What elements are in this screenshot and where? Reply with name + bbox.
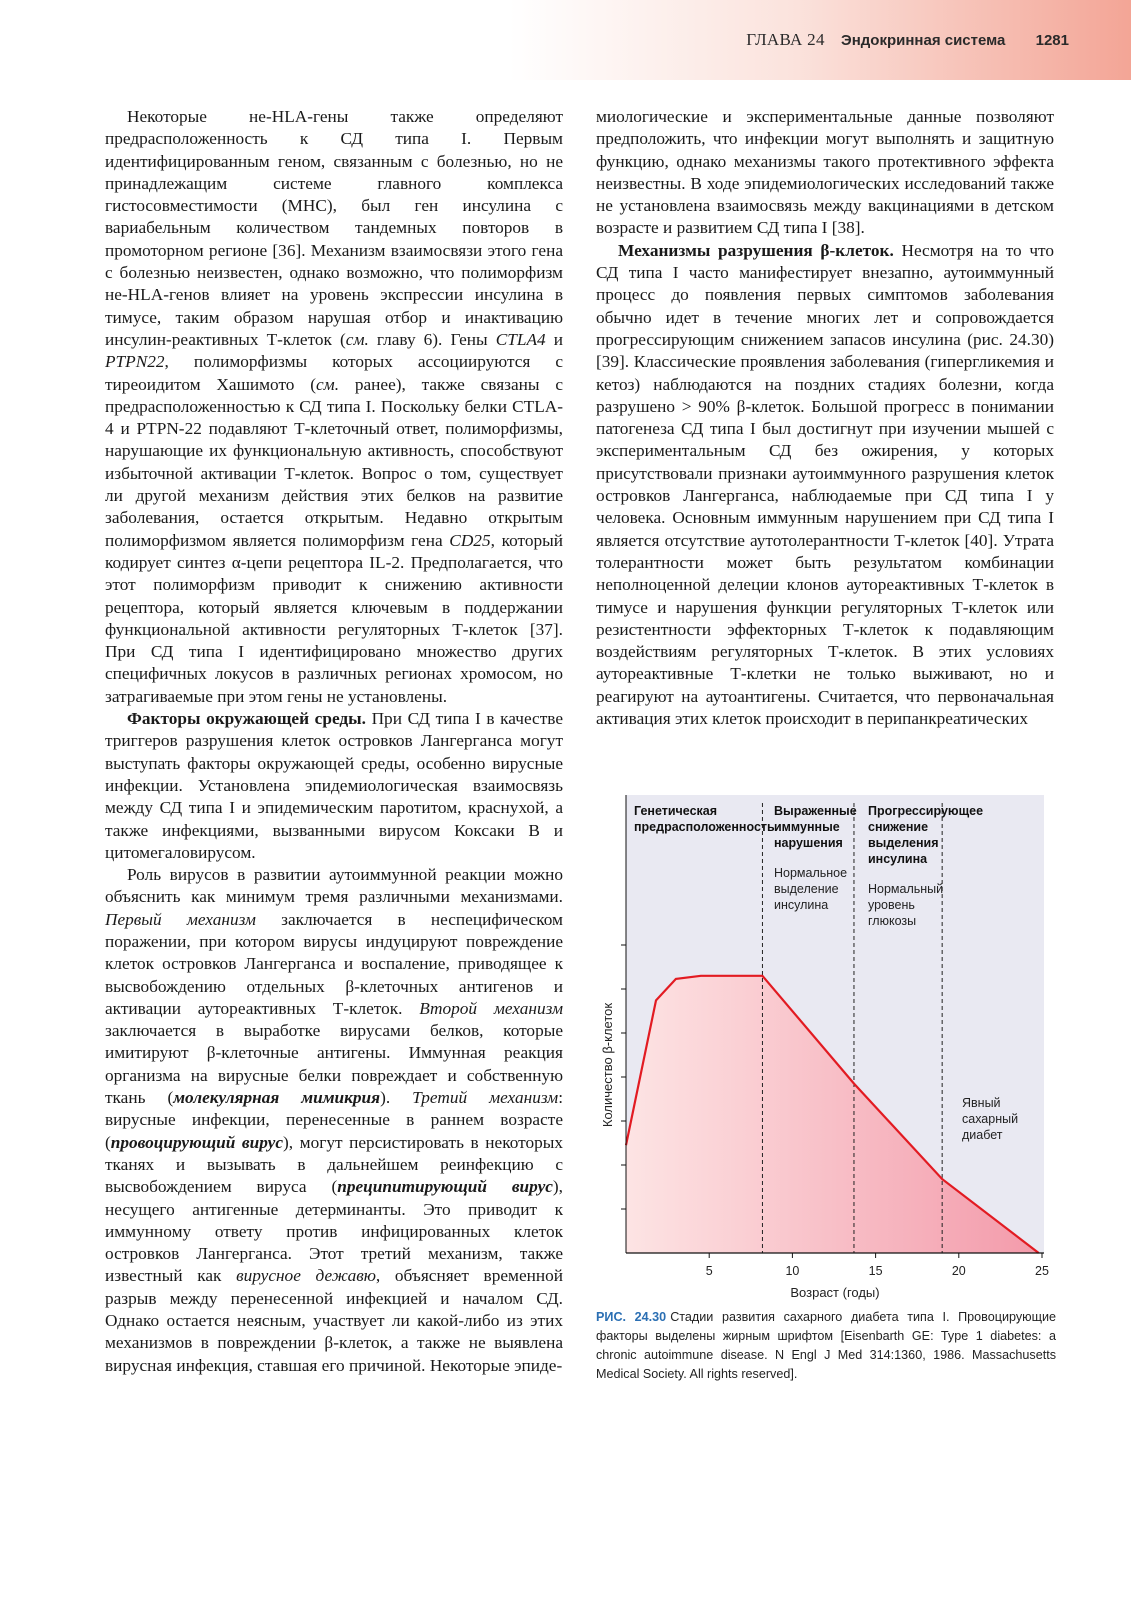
x-tick-label: 10 [785,1264,800,1278]
left-column [105,106,563,1377]
stage-title: снижение [868,820,929,834]
x-tick-label: 5 [705,1264,713,1278]
stage-note: Нормальный [868,882,944,896]
chapter-label: ГЛАВА 24 [746,30,825,49]
figure-caption [596,1308,1056,1384]
stage-title: Генетическая [634,804,718,818]
stage-title: выделения [868,836,939,850]
stage-note: уровень [868,898,915,912]
stage-note: инсулина [774,898,829,912]
overt-diabetes-label: Явный [962,1096,1001,1110]
x-tick-label: 25 [1035,1264,1049,1278]
paragraph: Роль вирусов в развитии аутоиммунной реакции можно объяснить как минимум тремя различными механизмами. Первый механизм заключается в неспецифическом поражении, при котором вирусы индуцируют повреждение клеток островков Лангерганса и воспаление, приводящее к высвобождению отдельных β-клеточных антигенов и активации аутореактивных Т-клеток. Второй механизм заключается в выработке вирусами белков, которые имитируют β-клеточные антигены. Иммунная реакция организма на вирусные белки повреждает и собственную ткань (молекулярная мимикрия). Третий механизм: вирусные инфекции, перенесенные в раннем возрасте (провоцирующий вирус), могут персистировать в некоторых тканях и вызывать в дальнейшем реинфекцию с высвобождением вируса (преципитирующий вирус), несущего антигенные детерминанты. Это приводит к иммунному ответу против инфицированных клеток островков Лангерганса. Этот третий механизм, также известный как вирусное дежавю, объясняет временной разрыв между перенесенной инфекцией и началом СД. Однако остается неясным, участвует ли какой-либо из этих механизмов в повреждении β-клеток, а также не выявлена вирусная инфекция, ставшая его причиной. Некоторые эпиде- [105,865,564,1375]
paragraph: Механизмы разрушения β-клеток. Несмотря на то что СД типа I часто манифестирует внезапно, аутоиммунный процесс до появления первых симптомов заболевания обычно идет в течение многих лет и сопровождается прогрессирующим снижением запасов инсулина (рис. 24.30) [39]. Классические проявления заболевания (гипергликемия и кетоз) наблюдаются на поздних стадиях болезни, когда разрушено > 90% β-клеток. Большой прогресс в понимании патогенеза СД типа I был достигнут при изучении мышей с экспериментальным СД без ожирения, у которых присутствовали признаки аутоиммунного разрушения клеток островков Лангерганса, наблюдаемые при СД типа I у человека. Основным иммунным нарушением при СД типа I является отсутствие аутотолерантности Т-клеток [40]. Утрата толерантности может быть результатом комбинации неполноценной делеции клонов аутореактивных Т-клеток в тимусе и нарушения функции регуляторных Т-клеток или резистентности эффекторных Т-клеток к подавляющим воздействиям регуляторных Т-клеток. В этих условиях аутореактивные Т-клетки не только выживают, но и реагируют на аутоантигены. Считается, что первоначальная активация этих клеток происходит в перипанкреатических [596,240,1054,729]
stage-note: выделение [774,882,839,896]
stage-title: нарушения [774,836,843,850]
figure-chart [596,795,1056,1315]
figure-label: РИС. 24.30 [596,1310,667,1324]
paragraph: Некоторые не-HLA-гены также определяют предрасположенность к СД типа I. Первым идентифицированным геном, связанным с болезнью, но не принадлежащим системе главного комплекса гистосовместимости (MHC), был ген инсулина с вариабельным количеством тандемных повторов в промоторном регионе [36]. Механизм взаимосвязи этого гена с болезнью неизвестен, однако возможно, что полиморфизм не-HLA-генов влияет на уровень экспрессии инсулина в тимусе, таким образом нарушая отбор и инактивацию инсулин-реактивных Т-клеток (см. главу 6). Гены CTLA4 и PTPN22, полиморфизмы которых ассоциируются с тиреоидитом Хашимото (см. ранее), также связаны с предрасположенностью к СД типа I. Поскольку белки CTLA-4 и PTPN-22 подавляют Т-клеточный ответ, полиморфизмы, нарушающие их функциональную активность, способствуют избыточной активации Т-клеток. Вопрос о том, существует ли другой механизм действия этих белков на развитие заболевания, остается открытым. Недавно открытым полиморфизмом является полиморфизм гена CD25, который кодирует синтез α-цепи рецептора IL-2. Предполагается, что этот полиморфизм приводит к снижению активности рецептора, который является ключевым в поддержании функциональной активности регуляторных Т-клеток [37]. При СД типа I идентифицировано множество других специфичных локусов в различных регионах хромосом, но затрагиваемые при этом гены не установлены. [105,107,564,706]
paragraph: миологические и экспериментальные данные позволяют предположить, что инфекции могут выполнять и защитную функцию, однако механизмы такого протективного эффекта неизвестны. В ходе эпидемиологических исследований также не установлена взаимосвязь между вакцинациями в детском возрасте и развитием СД типа I [38]. [596,107,1054,238]
caption-text: Стадии развития сахарного диабета типа I. Провоцирующие факторы выделены жирным шрифтом [Eisenbarth GE: Type 1 diabetes: a chronic autoimmune disease. N Engl J Med 314:1360, 1986. Massachusetts Medical Society. All rights reserved]. [596,1310,1056,1381]
page-number: 1281 [1035,32,1069,49]
paragraph: Факторы окружающей среды. При СД типа I в качестве триггеров разрушения клеток островков Лангерганса могут выступать факторы окружающей среды, особенно вирусные инфекции. Установлена эпидемиологическая взаимосвязь между СД типа I и эпидемическим паротитом, краснухой, а также инфекциями, вызванными вирусом Коксаки В и цитомегаловирусом. [105,709,563,862]
stage-title: иммунные [774,820,840,834]
paragraph-heading: Механизмы разрушения β-клеток. [618,240,894,260]
stage-title: предрасположенность [634,820,775,834]
overt-diabetes-label: сахарный [962,1112,1019,1126]
section-title: Эндокринная система [841,32,1006,49]
stage-title: Выраженные [774,804,857,818]
stage-title: Прогрессирующее [868,804,984,818]
stage-note: глюкозы [868,914,917,928]
stage-note: Нормальное [774,866,848,880]
x-tick-label: 15 [868,1264,883,1278]
x-axis-label: Возраст (годы) [790,1285,880,1300]
paragraph-heading: Факторы окружающей среды. [127,709,366,729]
running-header [746,30,1069,50]
x-tick-label: 20 [951,1264,966,1278]
y-axis-label: Количество β-клеток [600,1002,615,1128]
overt-diabetes-label: диабет [962,1128,1003,1142]
stage-title: инсулина [868,852,928,866]
right-column [596,106,1054,730]
